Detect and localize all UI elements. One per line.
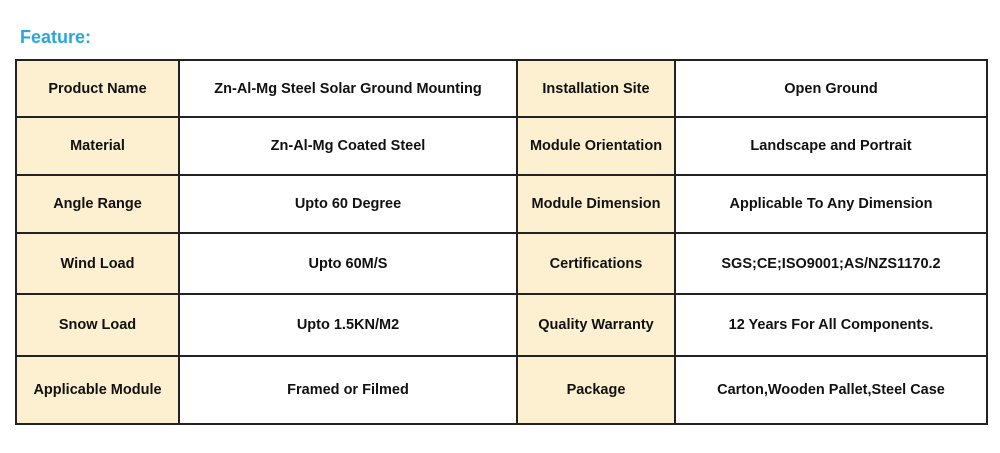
value-cell: 12 Years For All Components.	[675, 294, 987, 356]
value-cell: Upto 60M/S	[179, 233, 517, 294]
table-row	[16, 117, 987, 175]
feature-table	[15, 59, 988, 425]
table-row	[16, 356, 987, 424]
table-row	[16, 294, 987, 356]
label-cell: Certifications	[517, 233, 675, 294]
label-cell: Package	[517, 356, 675, 424]
label-cell: Quality Warranty	[517, 294, 675, 356]
table-row	[16, 60, 987, 117]
label-cell: Snow Load	[16, 294, 179, 356]
value-cell: SGS;CE;ISO9001;AS/NZS1170.2	[675, 233, 987, 294]
value-cell: Applicable To Any Dimension	[675, 175, 987, 233]
label-cell: Applicable Module	[16, 356, 179, 424]
label-cell: Material	[16, 117, 179, 175]
value-cell: Zn-Al-Mg Steel Solar Ground Mounting	[179, 60, 517, 117]
value-cell: Carton,Wooden Pallet,Steel Case	[675, 356, 987, 424]
feature-heading: Feature:	[20, 27, 92, 47]
table-row	[16, 233, 987, 294]
value-cell: Open Ground	[675, 60, 987, 117]
table-row	[16, 175, 987, 233]
label-cell: Wind Load	[16, 233, 179, 294]
label-cell: Module Dimension	[517, 175, 675, 233]
label-cell: Installation Site	[517, 60, 675, 117]
label-cell: Product Name	[16, 60, 179, 117]
label-cell: Module Orientation	[517, 117, 675, 175]
value-cell: Zn-Al-Mg Coated Steel	[179, 117, 517, 175]
value-cell: Framed or Filmed	[179, 356, 517, 424]
value-cell: Upto 60 Degree	[179, 175, 517, 233]
label-cell: Angle Range	[16, 175, 179, 233]
value-cell: Landscape and Portrait	[675, 117, 987, 175]
value-cell: Upto 1.5KN/M2	[179, 294, 517, 356]
